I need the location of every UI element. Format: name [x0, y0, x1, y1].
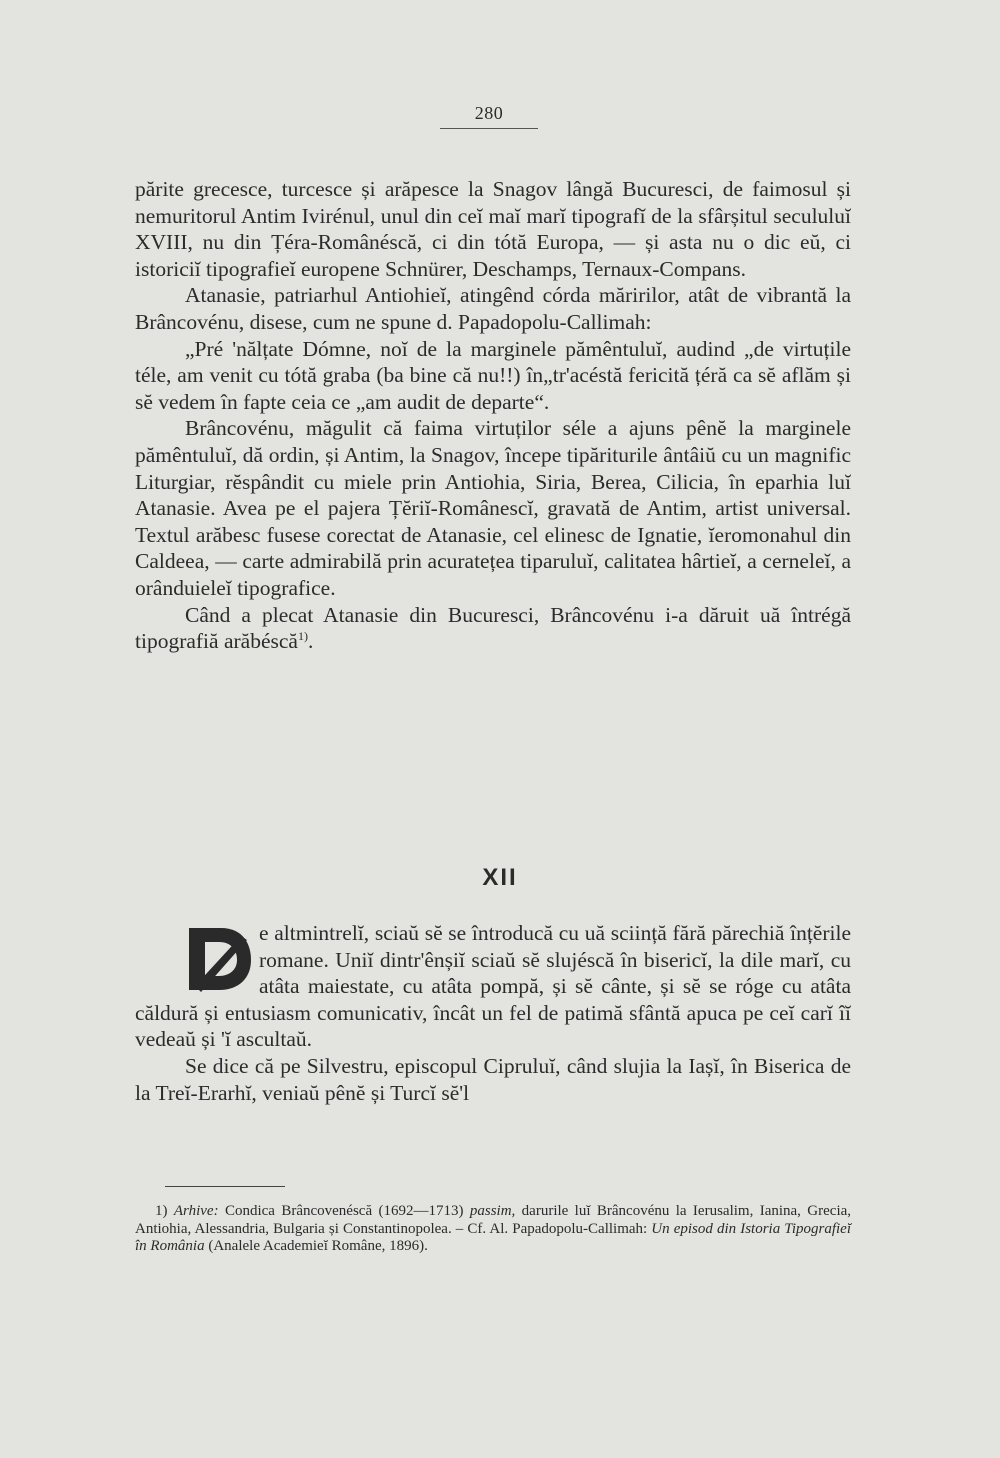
top-text-block	[135, 176, 851, 655]
paragraph: Brâncovénu, măgulit că faima virtuților séle a ajuns pênĕ la marginele pămêntuluĭ, dă ordin, și Antim, la Snagov, începe tipăriturile ântâiŭ cu un magnific Liturgiar, rĕspândit cu miele prin Antiohia, Siria, Berea, Cilicia, în eparhia luĭ Atanasie. Avea pe el pajera Țĕriĭ-Românescĭ, gravată de Antim, artist universal. Textul arăbesc fusese corectat de Atanasie, cel elinesc de Ignatie, ĭeromonahul din Caldeea, — carte admirabilă prin acuratețea tiparuluĭ, calitatea hârtieĭ, a cerneleĭ, a orânduieleĭ tipografice.	[135, 416, 851, 600]
dropcap-paragraph	[135, 920, 851, 1053]
footnotes	[135, 1203, 851, 1256]
section-heading: XII	[482, 864, 518, 891]
section-text-block	[135, 920, 851, 1106]
page-number-rule	[440, 128, 538, 129]
quote-paragraph: „Pré 'nălțate Dómne, noĭ de la marginele pămêntuluĭ, audind „de virtuțile téle, am venit cu tótă graba (ba bine că nu!!) în„tr'acéstă fericită țéră ca sĕ aflăm și sĕ vedem în fapte ceia ce „am audit de departe“.	[135, 336, 851, 414]
footnote-marker: 1)	[155, 1203, 168, 1219]
footnote-text: Condica Brâncovenéscă (1692—1713)	[224, 1203, 464, 1219]
footnote-text: (Analele Academieĭ Române, 1896).	[208, 1238, 428, 1255]
paragraph: Atanasie, patriarhul Antiohieĭ, atingênd córda măririlor, atât de vibrantă la Brâncovénu, disese, cum ne spune d. Papadopolu-Callimah:	[135, 283, 851, 334]
footnote-passim: passim,	[469, 1203, 516, 1219]
dropcap-text: e altmintrelĭ, sciaŭ sĕ se întroducă cu uă sciință fără părechiă înțĕrile romane. Uniĭ dintr'ênșiĭ sciaŭ sĕ slujéscă în bisericĭ, la dile marĭ, cu atâta maiestate, cu atâta pompă, și sĕ cânte, și sĕ se róge cu atâta căldură și entusiasm comunicativ, încât un fel de patimă sfântă apuca pe ceĭ carĭ îĭ vedeaŭ și 'ĭ ascultaŭ.	[135, 921, 851, 1052]
footnote-source-label: Arhive:	[173, 1203, 219, 1219]
paragraph: părite grecesce, turcesce și arăpesce la Snagov lângă Bucuresci, de faimosul și nemuritorul Antim Ivirénul, unul din ceĭ maĭ marĭ tipografĭ de la sfârșitul secululuĭ XVIII, nu din Țéra-Românéscă, ci din tótă Europa, — și asta nu o dic eŭ, ci istoriciĭ tipografieĭ europene Schnürer, Deschamps, Ternaux-Compans.	[135, 177, 851, 281]
footnote	[135, 1203, 851, 1256]
footnote-rule	[165, 1186, 285, 1187]
paragraph-end: .	[307, 629, 314, 654]
footnote-title: Un episod din Istoria Tipografieĭ în România	[135, 1220, 851, 1255]
paragraph-text: Când a plecat Atanasie din Bucuresci, Brâncovénu i-a dăruit uă întrégă tipografiă arăbéscă	[135, 602, 851, 654]
dropcap-letter	[183, 922, 255, 996]
page-number: 280	[474, 103, 504, 123]
paragraph-with-footnote	[135, 602, 851, 655]
paragraph: Se dice că pe Silvestru, episcopul Cipruluĭ, când slujia la Iașĭ, în Biserica de la Treĭ-Erarhĭ, veniaŭ pênĕ și Turcĭ sĕ'l	[135, 1053, 851, 1105]
footnote-ref: 1)	[297, 628, 308, 643]
footnote-text: darurile luĭ Brâncovénu la Ierusalim, Ianina, Grecia, Antiohia, Alessandria, Bulgaria și Constantinopolea. – Cf. Al. Papadopolu-Callimah:	[135, 1203, 852, 1237]
